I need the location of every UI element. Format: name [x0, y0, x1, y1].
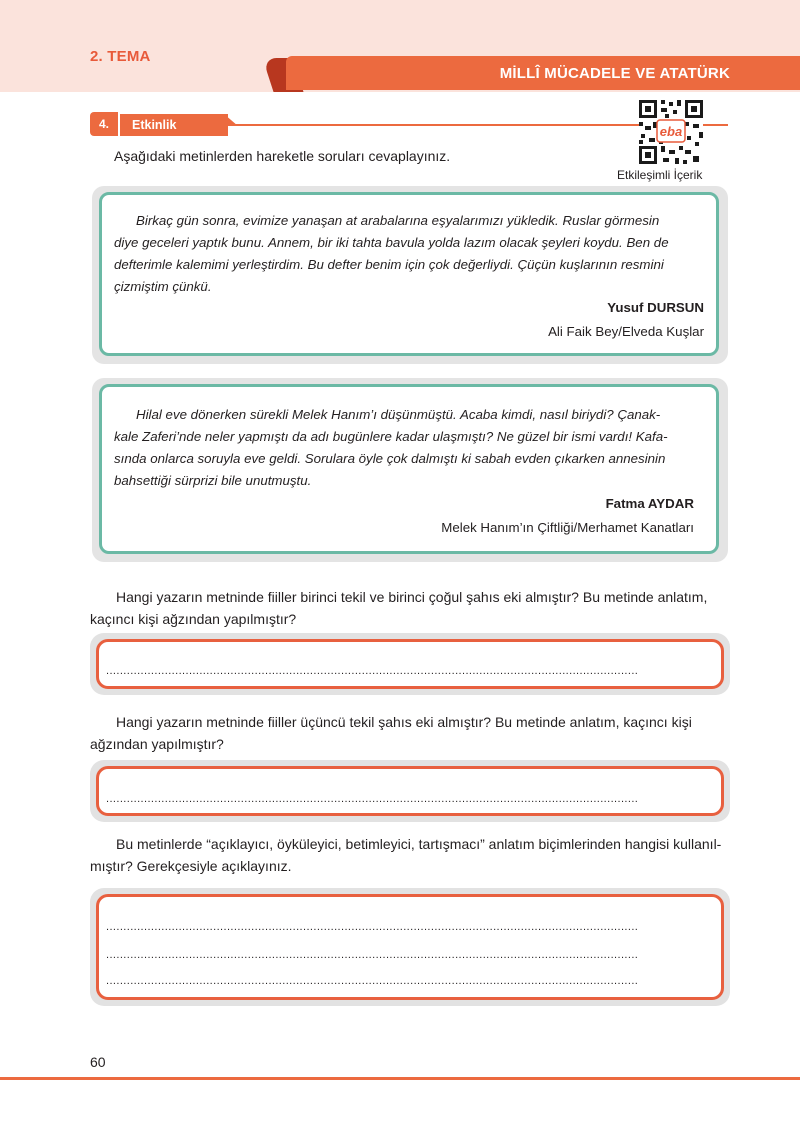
text-card-1-author: Yusuf DURSUN — [607, 300, 704, 315]
text-line: Birkaç gün sonra, evimize yanaşan at arabalarına eşyalarımızı yükledik. Ruslar görmesin — [136, 213, 660, 228]
text-line: kale Zaferi’nde neler yapmıştı da adı bugünlere kadar ulaşmıştı? Ne güzel bir ismi vardı! Kafa- — [114, 429, 668, 444]
eba-badge: eba — [659, 124, 683, 139]
text-card-2-source: Melek Hanım’ın Çiftliği/Merhamet Kanatları — [441, 520, 694, 535]
question-line: Bu metinlerde “açıklayıcı, öyküleyici, betimleyici, tartışmacı” anlatım biçimlerinden hangisi kullanıl- — [116, 836, 722, 852]
theme-label: 2. TEMA — [90, 48, 151, 65]
answer-line[interactable]: .......................................................................................................................................................... — [106, 977, 639, 985]
text-line: diye geceleri yaptık bunu. Annem, bir iki tahta bavula yolda lazım olacak şeyleri koydu. Ben de — [114, 235, 669, 250]
question-line: mıştır? Gerekçesiyle açıklayınız. — [90, 858, 292, 874]
answer-line[interactable]: .......................................................................................................................................................... — [106, 951, 639, 959]
unit-title: MİLLÎ MÜCADELE VE ATATÜRK — [499, 65, 730, 82]
answer-line[interactable]: .......................................................................................................................................................... — [106, 795, 639, 803]
qr-code-graphic — [639, 100, 703, 164]
text-card-1-body — [114, 210, 696, 298]
text-card-1-source: Ali Faik Bey/Elveda Kuşlar — [548, 324, 704, 339]
text-line: bahsettiği sürprizi bile unutmuştu. — [114, 473, 312, 488]
question-line: Hangi yazarın metninde fiiller üçüncü tekil şahıs eki almıştır? Bu metinde anlatım, kaçıncı kişi — [116, 714, 692, 730]
interactive-content-caption: Etkileşimli İçerik — [617, 168, 703, 182]
question-3 — [90, 833, 730, 877]
text-card-2-author: Fatma AYDAR — [605, 496, 694, 511]
text-card-2-body — [114, 404, 696, 492]
text-line: Hilal eve dönerken sürekli Melek Hanım’ı düşünmüştü. Acaba kimdi, nasıl biriydi? Çanak- — [136, 407, 661, 422]
activity-label: Etkinlik — [120, 114, 228, 136]
question-1 — [90, 586, 730, 630]
question-2 — [90, 711, 730, 755]
question-line: Hangi yazarın metninde fiiller birinci tekil ve birinci çoğul şahıs eki almıştır? Bu metinde anlatım, — [116, 589, 708, 605]
text-line: çizmiştim çünkü. — [114, 279, 212, 294]
qr-code-icon[interactable] — [639, 100, 703, 164]
text-line: sında onlarca soruyla eve geldi. Sorulara öyle çok dalmıştı ki sabah evden çıkarken annesinin — [114, 451, 666, 466]
answer-line[interactable]: .......................................................................................................................................................... — [106, 923, 639, 931]
answer-box-2[interactable] — [96, 766, 724, 816]
question-line: ağzından yapılmıştır? — [90, 736, 224, 752]
answer-line[interactable]: .......................................................................................................................................................... — [106, 667, 639, 675]
page-number: 60 — [90, 1054, 106, 1070]
activity-number: 4. — [90, 112, 118, 136]
question-line: kaçıncı kişi ağzından yapılmıştır? — [90, 611, 297, 627]
activity-instruction: Aşağıdaki metinlerden hareketle soruları cevaplayınız. — [114, 148, 451, 164]
bottom-rule — [0, 1077, 800, 1080]
answer-box-1[interactable] — [96, 639, 724, 689]
text-line: defterimle kalemimi yerleştirdim. Bu defter benim için çok değerliydi. Çüçün kuşlarının resmini — [114, 257, 664, 272]
